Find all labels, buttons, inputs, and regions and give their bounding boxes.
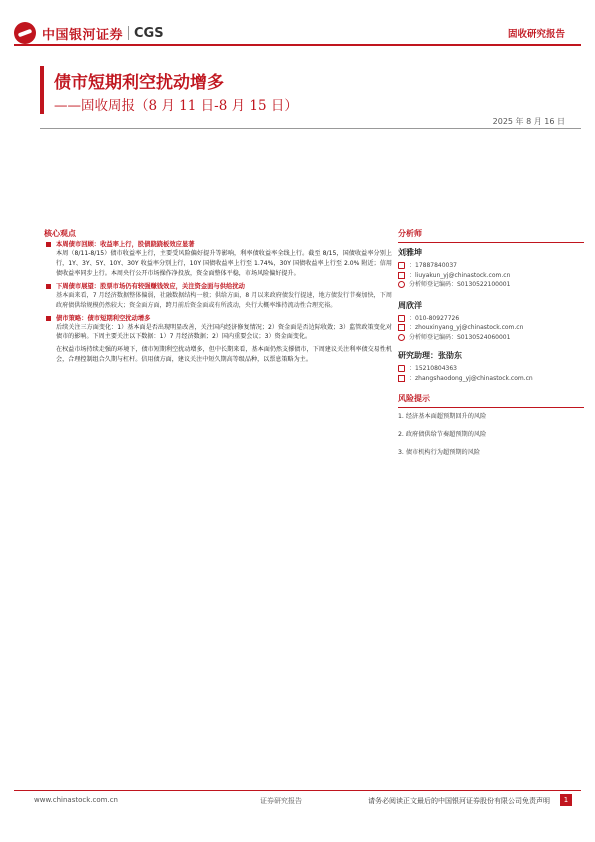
brand-name-en: CGS <box>134 25 164 41</box>
mail-icon <box>398 375 405 382</box>
phone-icon <box>398 262 405 269</box>
section-text: 基本面来看，7 月经济数据整体偏弱，社融数据结构一般；供给方面，8 月以来政府债发行提速，地方债发行节奏加快，下周政府债供给规模仍然较大；资金面方面，跨月前后资金面或有所波动，央行大概率维持流动性合理充裕。 <box>56 291 392 309</box>
analyst-email[interactable]: ：zhouxinyang_yj@chinastock.com.cn <box>398 323 584 333</box>
core-views-label: 核心观点 <box>44 229 76 238</box>
assistant-phone: ：15210804363 <box>398 364 584 374</box>
sidebar <box>398 228 584 466</box>
analyst-card <box>398 247 584 290</box>
section-bullet-icon <box>46 284 51 289</box>
assistant-email[interactable]: ：zhangshaodong_yj@chinastock.com.cn <box>398 374 584 384</box>
title-block <box>0 62 595 118</box>
analyst-name: 刘雅坤 <box>398 248 422 257</box>
title-accent-bar <box>40 66 44 114</box>
analyst-phone: ：010-80927726 <box>398 314 584 324</box>
main-content <box>56 240 392 368</box>
report-title: 债市短期利空扰动增多 <box>54 73 224 93</box>
brand-divider <box>128 26 129 40</box>
phone-icon <box>398 315 405 322</box>
section-heading: 债市策略：债市短期利空扰动增多 <box>56 314 151 322</box>
analyst-email[interactable]: ：liuyakun_yj@chinastock.com.cn <box>398 271 584 281</box>
brand-logo-icon <box>14 22 36 44</box>
section-bullet-icon <box>46 242 51 247</box>
page-header <box>0 0 595 44</box>
analyst-heading: 分析师 <box>398 228 584 243</box>
footer-doc-type: 证券研究报告 <box>260 797 302 805</box>
risk-item: 2. 政府债供给节奏超预期的风险 <box>398 431 487 438</box>
assistant-name: 张劭东 <box>438 351 462 360</box>
mail-icon <box>398 324 405 331</box>
header-rule <box>14 44 581 46</box>
analyst-cert: 分析师登记编码：S0130524060001 <box>398 333 584 343</box>
analyst-card <box>398 300 584 343</box>
section-text: 在权益市场持续走强的环境下，债市短期利空扰动增多，但中长期来看，基本面仍然支撑债市，下周建议关注利率债交易性机会，合理控制组合久期与杠杆。信用债方面，建议关注中短久期高等级品种，以票息策略为主。 <box>56 346 392 364</box>
section-conclusion <box>56 345 392 365</box>
report-type: 固收研究报告 <box>507 29 565 40</box>
report-subtitle: ——固收周报（8 月 11 日-8 月 15 日） <box>54 98 298 114</box>
assistant-label: 研究助理： <box>398 351 438 360</box>
page-footer <box>0 790 595 842</box>
risk-heading: 风险提示 <box>398 393 584 408</box>
risk-item: 1. 经济基本面超预期回升的风险 <box>398 413 487 420</box>
risk-item: 3. 债市机构行为超预期的风险 <box>398 449 481 456</box>
section-strategy <box>56 314 392 343</box>
page-number: 1 <box>560 794 572 806</box>
footer-url[interactable]: www.chinastock.com.cn <box>34 796 118 804</box>
brand-name-cn: 中国银河证券 <box>42 27 124 43</box>
section-text: 本周（8/11-8/15）债市收益率上行，主要受风险偏好提升等影响，利率债收益率全线上行。截至 8/15，国债收益率分别上行，1Y、3Y、5Y、10Y、30Y 收益率分别上行，10Y 国债收益率上行至 1.74%，30Y 国债收益率上行至 2.0% 附近；信用债收益率同步上行。本周央行公开市场操作净投放，资金面整体平稳，市场风险偏好提升。 <box>56 250 392 277</box>
report-date: 2025 年 8 月 16 日 <box>492 117 565 126</box>
brand-logo <box>14 22 164 44</box>
analyst-name: 周欣洋 <box>398 300 422 310</box>
research-assistant <box>398 350 584 361</box>
date-rule <box>40 128 581 129</box>
section-weekly-review <box>56 240 392 279</box>
footer-rule <box>14 790 581 791</box>
section-heading: 本周债市回顾：收益率上行，股债跷跷板效应显著 <box>56 241 195 248</box>
section-bullet-icon <box>46 316 51 321</box>
phone-icon <box>398 365 405 372</box>
section-heading: 下周债市展望：股票市场仍有较强赚钱效应，关注资金面与供给扰动 <box>56 282 245 290</box>
analyst-phone: ：17887840037 <box>398 261 584 271</box>
certificate-icon <box>398 281 405 288</box>
analyst-cert: 分析师登记编码：S0130522100001 <box>398 280 584 290</box>
mail-icon <box>398 272 405 279</box>
section-outlook <box>56 282 392 311</box>
footer-disclaimer: 请务必阅读正文最后的中国银河证券股份有限公司免责声明 <box>368 797 550 805</box>
section-text: 后续关注三方面变化：1）基本面是否出现明显改善，关注国内经济修复情况；2）资金面是否边际收敛；3）监管政策变化对债市的影响。下周主要关注以下数据：1）7 月经济数据；2）国内重要会议；3）资金面变化。 <box>56 323 392 341</box>
certificate-icon <box>398 334 405 341</box>
